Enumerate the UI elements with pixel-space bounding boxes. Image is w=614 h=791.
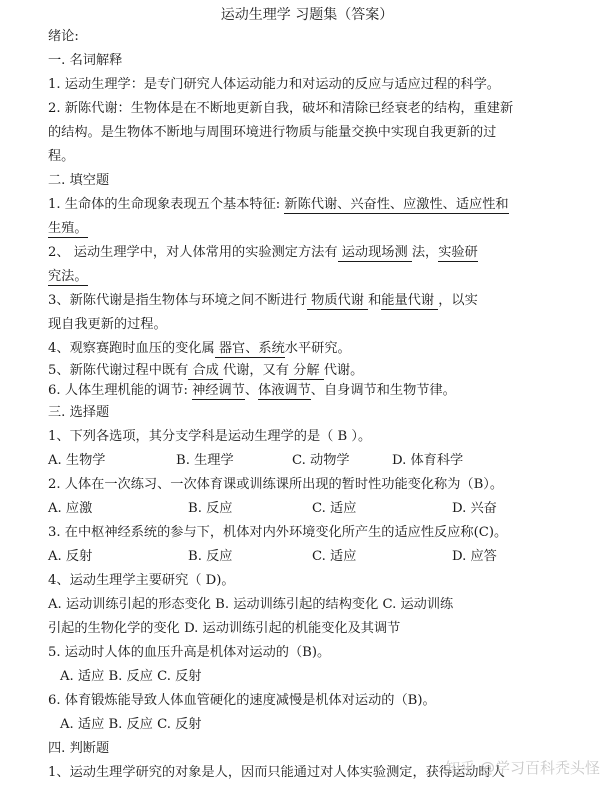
fill-3-prompt: 3、新陈代谢是指生物体与环境之间不断进行 xyxy=(48,293,307,308)
term-2-line2: 的结构。是生物体不断地与周围环境进行物质与能量交换中实现自我更新的过 xyxy=(48,125,497,140)
fill-5-prompt: 5、新陈代谢过程中既有 xyxy=(48,363,189,378)
choice-2-question: 2. 人体在一次练习、一次体育课或训练课所出现的暂时性功能变化称为（B）。 xyxy=(48,477,504,492)
fill-2-prompt: 2、 运动生理学中，对人体常用的实验测定方法有 xyxy=(48,245,338,260)
fill-3-cont: 现自我更新的过程。 xyxy=(48,317,167,332)
fill-5-mid: 代谢，又有 xyxy=(223,363,289,378)
choice-6-question: 6. 体育锻炼能导致人体血管硬化的速度减慢是机体对运动的（B)。 xyxy=(48,693,436,708)
judge-1: 1、运动生理学研究的对象是人，因而只能通过对人体实验测定，获得运动时人 xyxy=(48,765,505,780)
term-1: 1. 运动生理学：是专门研究人体运动能力和对运动的反应与适应过程的科学。 xyxy=(48,77,500,92)
fill-1-cont xyxy=(48,220,88,238)
section4-heading: 四. 判断题 xyxy=(48,741,110,756)
choice-5-options: A. 适应 B. 反应 C. 反射 xyxy=(60,669,202,684)
fill-3-answer-2: 能量代谢 xyxy=(381,293,439,308)
fill-1-answer-cont: 生殖。 xyxy=(48,221,88,236)
page-title: 运动生理学 习题集（答案） xyxy=(220,7,394,23)
section3-heading: 三. 选择题 xyxy=(48,405,110,420)
fill-6-post: 、自身调节和生物节律。 xyxy=(310,383,456,398)
term-2-line3: 程。 xyxy=(48,149,75,164)
fill-6-answer-2: 体液调节 xyxy=(258,383,311,398)
choice-1-c: C. 动物学 xyxy=(292,453,350,468)
fill-5-answer-1: 合成 xyxy=(188,363,224,378)
fill-4-answer: 器官、系统 xyxy=(214,341,285,356)
choice-6-options: A. 适应 B. 反应 C. 反射 xyxy=(60,717,202,732)
choice-1-question: 1、下列各选项，其分支学科是运动生理学的是（ B ）。 xyxy=(48,429,372,444)
choice-4-options-line2: 引起的生物化学的变化 D. 运动训练引起的机能变化及其调节 xyxy=(48,621,401,636)
fill-2-answer-1: 运动现场测 xyxy=(337,245,412,260)
fill-2 xyxy=(48,244,478,262)
choice-5-question: 5. 运动时人体的血压升高是机体对运动的（B)。 xyxy=(48,645,331,660)
fill-5-post: 代谢。 xyxy=(323,363,364,378)
choice-3-question: 3. 在中枢神经系统的参与下，机体对内外环境变化所产生的适应性反应称(C)。 xyxy=(48,525,508,540)
fill-3-mid: 和 xyxy=(368,293,382,308)
choice-3-a: A. 反射 xyxy=(48,549,93,564)
choice-1-b: B. 生理学 xyxy=(176,453,234,468)
choice-3-c: C. 适应 xyxy=(312,549,357,564)
fill-5 xyxy=(48,362,363,380)
section2-heading: 二. 填空题 xyxy=(48,173,110,188)
fill-3-post: ，以实 xyxy=(438,293,478,308)
choice-2-c: C. 适应 xyxy=(312,501,357,516)
fill-6-prompt: 6. 人体生理机能的调节: xyxy=(48,383,193,398)
choice-3-d: D. 应答 xyxy=(452,549,497,564)
fill-2-answer-2: 实验研 xyxy=(438,245,478,260)
choice-2-b: B. 反应 xyxy=(188,501,233,516)
choice-4-question: 4、运动生理学主要研究（ D)。 xyxy=(48,573,235,588)
fill-6 xyxy=(48,382,456,400)
choice-2-a: A. 应激 xyxy=(48,501,93,516)
watermark: 知乎 @学习百科秃头怪 xyxy=(445,759,600,777)
fill-4 xyxy=(48,340,351,358)
choice-4-options-line1: A. 运动训练引起的形态变化 B. 运动训练引起的结构变化 C. 运动训练 xyxy=(48,597,454,612)
fill-6-sep: 、 xyxy=(244,383,259,398)
choice-2-d: D. 兴奋 xyxy=(452,501,497,516)
section1-heading: 一. 名词解释 xyxy=(48,53,123,68)
fill-4-prompt: 4、观察赛跑时血压的变化属 xyxy=(48,341,215,356)
fill-4-post: 水平研究。 xyxy=(284,341,351,356)
fill-2-answer-2-cont: 究法。 xyxy=(48,269,88,284)
fill-2-mid: 法， xyxy=(411,245,439,260)
choice-1-d: D. 体育科学 xyxy=(392,453,464,468)
choice-3-b: B. 反应 xyxy=(188,549,233,564)
fill-1-prompt: 1. 生命体的生命现象表现五个基本特征: xyxy=(48,197,285,212)
fill-3-answer-1: 物质代谢 xyxy=(306,293,369,308)
fill-6-answer-1: 神经调节 xyxy=(192,383,245,398)
fill-2-cont xyxy=(48,268,88,286)
intro-label: 绪论: xyxy=(48,29,79,44)
choice-1-a: A. 生物学 xyxy=(48,453,106,468)
term-2-line1: 2. 新陈代谢：生物体是在不断地更新自我，破坏和清除已经衰老的结构，重建新 xyxy=(48,101,514,116)
fill-1 xyxy=(48,196,509,214)
fill-1-answer: 新陈代谢、兴奋性、应激性、适应性和 xyxy=(284,197,509,212)
fill-3 xyxy=(48,292,478,310)
fill-5-answer-2: 分解 xyxy=(288,363,324,378)
